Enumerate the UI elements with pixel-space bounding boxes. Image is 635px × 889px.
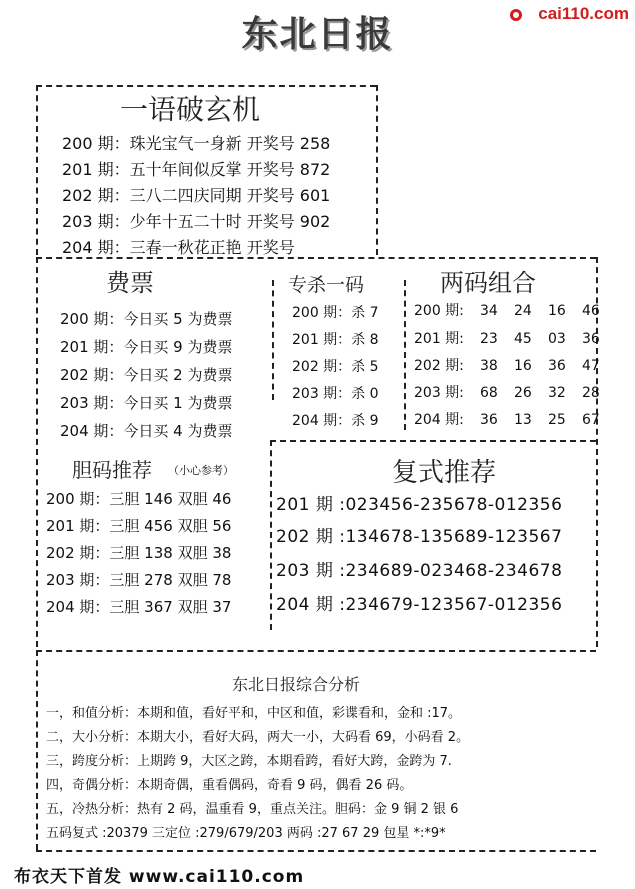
liangma-num: 36 (480, 412, 498, 428)
feipiao-row: 201 期：今日买 9 为费票 (60, 338, 233, 356)
feipiao-row: 203 期：今日买 1 为费票 (60, 394, 233, 412)
liangma-period: 203 期: (414, 385, 464, 401)
zhuansha-row: 200 期：杀 7 (292, 305, 379, 321)
liangma-num: 16 (548, 303, 566, 319)
divider-line (404, 280, 406, 430)
liangma-row (414, 409, 616, 429)
zhuansha-title: 专杀一码 (288, 274, 365, 296)
divider-line (272, 280, 274, 400)
liangma-period: 202 期: (414, 358, 464, 374)
danma-row: 201 期：三胆 456 双胆 56 (46, 517, 232, 535)
site-logo-icon (509, 8, 523, 22)
liangma-num: 23 (480, 331, 498, 347)
feipiao-row: 202 期：今日买 2 为费票 (60, 366, 233, 384)
yiyu-row: 200 期：珠光宝气一身新 开奖号 258 (62, 134, 331, 153)
liangma-row (414, 355, 616, 375)
liangma-num: 13 (514, 412, 532, 428)
liangma-num: 67 (582, 412, 600, 428)
frame-analysis-left-line (36, 650, 38, 850)
liangma-num: 03 (548, 331, 566, 347)
footer-text: 布衣天下首发 www.cai110.com (14, 867, 305, 887)
zhuansha-row: 201 期：杀 8 (292, 332, 379, 348)
fushi-row: 203 期 :234689-023468-234678 (276, 561, 563, 581)
zhuansha-row: 202 期：杀 5 (292, 359, 379, 375)
zhuansha-row: 204 期：杀 9 (292, 413, 379, 429)
yiyu-row: 204 期：三春一秋花正艳 开奖号 (62, 238, 295, 257)
liangma-num: 25 (548, 412, 566, 428)
danma-row: 200 期：三胆 146 双胆 46 (46, 490, 232, 508)
liangma-num: 45 (514, 331, 532, 347)
analysis-row: 二，大小分析：本期大小，看好大码，两大一小，大码看 69，小码看 2。 (46, 730, 470, 745)
liangma-period: 200 期: (414, 303, 464, 319)
liangma-period: 204 期: (414, 412, 464, 428)
danma-row: 204 期：三胆 367 双胆 37 (46, 598, 232, 616)
analysis-row: 五，冷热分析：热有 2 码，温重看 9，重点关注。胆码：金 9 铜 2 银 6 (46, 802, 459, 817)
newspaper-logo: 东北日报 (241, 13, 394, 55)
frame-left-line (36, 85, 38, 255)
liangma-row (414, 328, 616, 348)
fushi-title: 复式推荐 (392, 458, 497, 488)
liangma-num: 47 (582, 358, 600, 374)
liangma-num: 46 (582, 303, 600, 319)
liangma-num: 16 (514, 358, 532, 374)
frame-right-line (376, 85, 378, 255)
frame-analysis-top-line (36, 650, 596, 652)
yiyu-row: 203 期：少年十五二十时 开奖号 902 (62, 212, 331, 231)
danma-title: 胆码推荐 (72, 458, 152, 482)
liangma-num: 32 (548, 385, 566, 401)
danma-row: 202 期：三胆 138 双胆 38 (46, 544, 232, 562)
feipiao-title: 费票 (106, 269, 154, 297)
fushi-row: 202 期 :134678-135689-123567 (276, 527, 563, 547)
liangma-num: 36 (582, 331, 600, 347)
analysis-row: 五码复式 :20379 三定位 :279/679/203 两码 :27 67 29 包星 *:*9* (46, 826, 446, 841)
frame-mid-left-line (36, 257, 38, 647)
danma-row: 203 期：三胆 278 双胆 78 (46, 571, 232, 589)
analysis-row: 四，奇偶分析：本期奇偶，重看偶码，奇看 9 码，偶看 26 码。 (46, 778, 413, 793)
liangma-num: 38 (480, 358, 498, 374)
feipiao-row: 200 期：今日买 5 为费票 (60, 310, 233, 328)
liangma-period: 201 期: (414, 331, 464, 347)
fushi-row: 201 期 :023456-235678-012356 (276, 495, 563, 515)
danma-note: （小心参考） (168, 464, 234, 477)
frame-mid-top-line (36, 257, 596, 259)
site-link[interactable]: cai110.com (538, 4, 629, 23)
frame-line (270, 440, 596, 442)
yiyu-row: 202 期：三八二四庆同期 开奖号 601 (62, 186, 331, 205)
divider-line (270, 440, 272, 630)
liangma-row (414, 300, 616, 320)
liangma-num: 24 (514, 303, 532, 319)
analysis-row: 三，跨度分析：上期跨 9，大区之跨，本期看跨，看好大跨，金跨为 7. (46, 754, 452, 769)
frame-analysis-bottom-line (36, 850, 596, 852)
analysis-title: 东北日报综合分析 (232, 675, 361, 694)
analysis-row: 一，和值分析：本期和值，看好平和，中区和值，彩谍看和，金和 :17。 (46, 706, 462, 721)
fushi-row: 204 期 :234679-123567-012356 (276, 595, 563, 615)
yiyu-title: 一语破玄机 (120, 93, 261, 126)
liangma-num: 34 (480, 303, 498, 319)
yiyu-row: 201 期：五十年间似反掌 开奖号 872 (62, 160, 331, 179)
frame-top-line (36, 85, 376, 87)
liangma-num: 68 (480, 385, 498, 401)
liangma-title: 两码组合 (440, 269, 536, 297)
liangma-row (414, 382, 616, 402)
liangma-num: 36 (548, 358, 566, 374)
liangma-num: 28 (582, 385, 600, 401)
zhuansha-row: 203 期：杀 0 (292, 386, 379, 402)
liangma-num: 26 (514, 385, 532, 401)
feipiao-row: 204 期：今日买 4 为费票 (60, 422, 233, 440)
